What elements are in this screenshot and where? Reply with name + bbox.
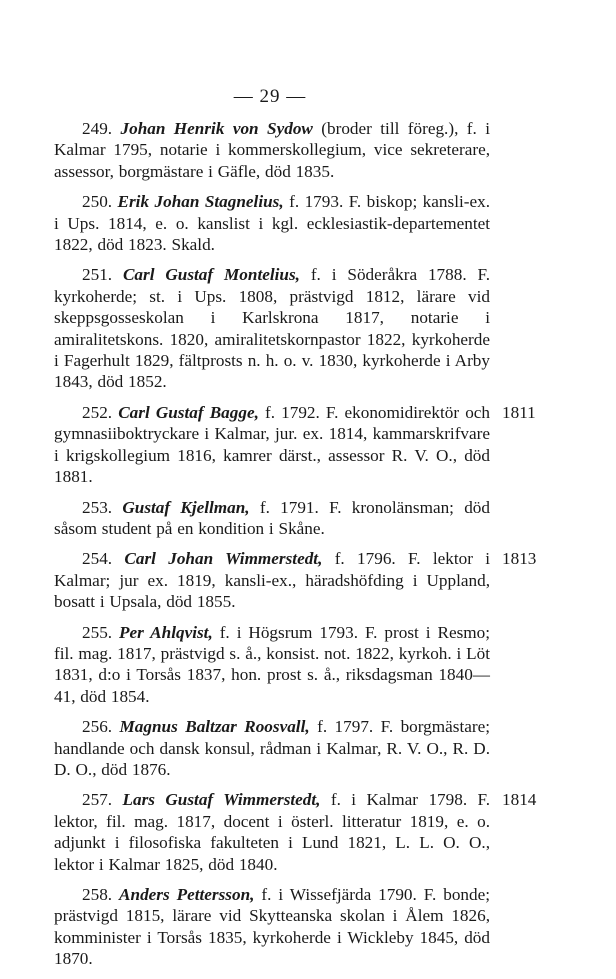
entry	[54, 548, 537, 612]
entry	[54, 497, 490, 540]
entry-number: 252.	[82, 402, 113, 422]
entry	[54, 191, 490, 255]
entry-number: 255.	[82, 622, 113, 642]
entry-name: Anders Pettersson,	[119, 885, 255, 904]
entry-name: Per Ahlqvist,	[119, 622, 213, 642]
entry-number: 258.	[82, 885, 113, 904]
entry-text: f. 1792. F. ekonomidirektör och gymnasiiboktryckare i Kalmar, jur. ex. 1814, kammarskrifvare i krigskollegium 1816, kamrer därst., assessor R. V. O., död 1881.	[54, 402, 491, 487]
entry-text: f. 1791. F. kronolänsman; död såsom student på en kondition i Skåne.	[54, 497, 490, 538]
entry-name: Carl Johan Wimmerstedt,	[124, 549, 323, 569]
entry	[54, 622, 490, 708]
entry-number: 254.	[82, 549, 113, 569]
entry-name: Carl Gustaf Bagge,	[118, 402, 259, 422]
entry	[54, 716, 490, 780]
entry-name: Lars Gustaf Wimmerstedt,	[122, 790, 321, 810]
entry-list	[54, 118, 537, 979]
entry-number: 251.	[82, 265, 113, 285]
entry	[54, 402, 536, 488]
entry-name: Carl Gustaf Montelius,	[122, 265, 300, 285]
page-number: — 29 —	[233, 86, 307, 107]
entry-text: f. 1796. F. lektor i Kalmar; jur ex. 1819, kansli-ex., häradshöfding i Uppland, bosatt i Upsala, död 1855.	[54, 549, 491, 612]
margin-year: 1814	[502, 790, 537, 810]
entry-text: (broder till föreg.), f. i Kalmar 1795, notarie i kommerskollegium, vice sekreterare, assessor, borgmästare i Gäfle, död 1835.	[54, 119, 490, 181]
entry-text: f. i Söderåkra 1788. F. kyrkoherde; st. i Ups. 1808, prästvigd 1812, lärare vid skeppsgosseskolan i Karlskrona 1817, notarie i amiralitetskons. 1820, amiralitetskornpastor 1822, kyrkoherde i Fagerhult 1829, fältprosts n. h. o. v. 1830, kyrkoherde i Arby 1843, död 1852.	[54, 265, 490, 392]
entry-number: 253.	[82, 497, 113, 517]
entry-number: 249.	[82, 119, 113, 138]
entry	[54, 884, 490, 970]
entry	[54, 789, 537, 875]
entry-number: 250.	[82, 192, 113, 212]
entry-text: f. i Högsrum 1793. F. prost i Resmo; fil. mag. 1817, prästvigd s. å., konsist. not. 1822, kyrkoh. i Löt 1831, d:o i Torsås 1837, hon. prost s. å., riksdagsman 1840—41, död 1854.	[54, 622, 491, 706]
entry-text: f. i Wissefjärda 1790. F. bonde; prästvigd 1815, lärare vid Skytteanska skolan i Ålem 1826, komminister i Torsås 1835, kyrkoherde i Wickleby 1845, död 1870.	[54, 885, 490, 969]
entry-name: Erik Johan Stagnelius,	[117, 192, 284, 212]
entry-name: Magnus Baltzar Roosvall,	[119, 717, 310, 737]
entry-number: 256.	[82, 717, 113, 737]
entry-text: f. 1797. F. borgmästare; handlande och dansk konsul, rådman i Kalmar, R. V. O., R. D. D. O., död 1876.	[54, 717, 490, 779]
entry-number: 257.	[82, 790, 113, 810]
entry-name: Johan Henrik von Sydow	[120, 119, 313, 138]
entry-name: Gustaf Kjellman,	[122, 497, 250, 517]
entry-text: f. 1793. F. biskop; kansli-ex. i Ups. 1814, e. o. kanslist i kgl. ecklesiastik-departementet 1822, död 1823. Skald.	[54, 192, 490, 255]
entry	[54, 264, 490, 392]
entry	[54, 118, 490, 182]
margin-year: 1811	[502, 402, 536, 422]
margin-year: 1813	[502, 549, 537, 569]
entry-text: f. i Kalmar 1798. F. lektor, fil. mag. 1817, docent i österl. litteratur 1819, e. o. adjunkt i filosofiska fakulteten i Lund 1821, L. L. O. O., lektor i Kalmar 1825, död 1840.	[54, 790, 491, 874]
